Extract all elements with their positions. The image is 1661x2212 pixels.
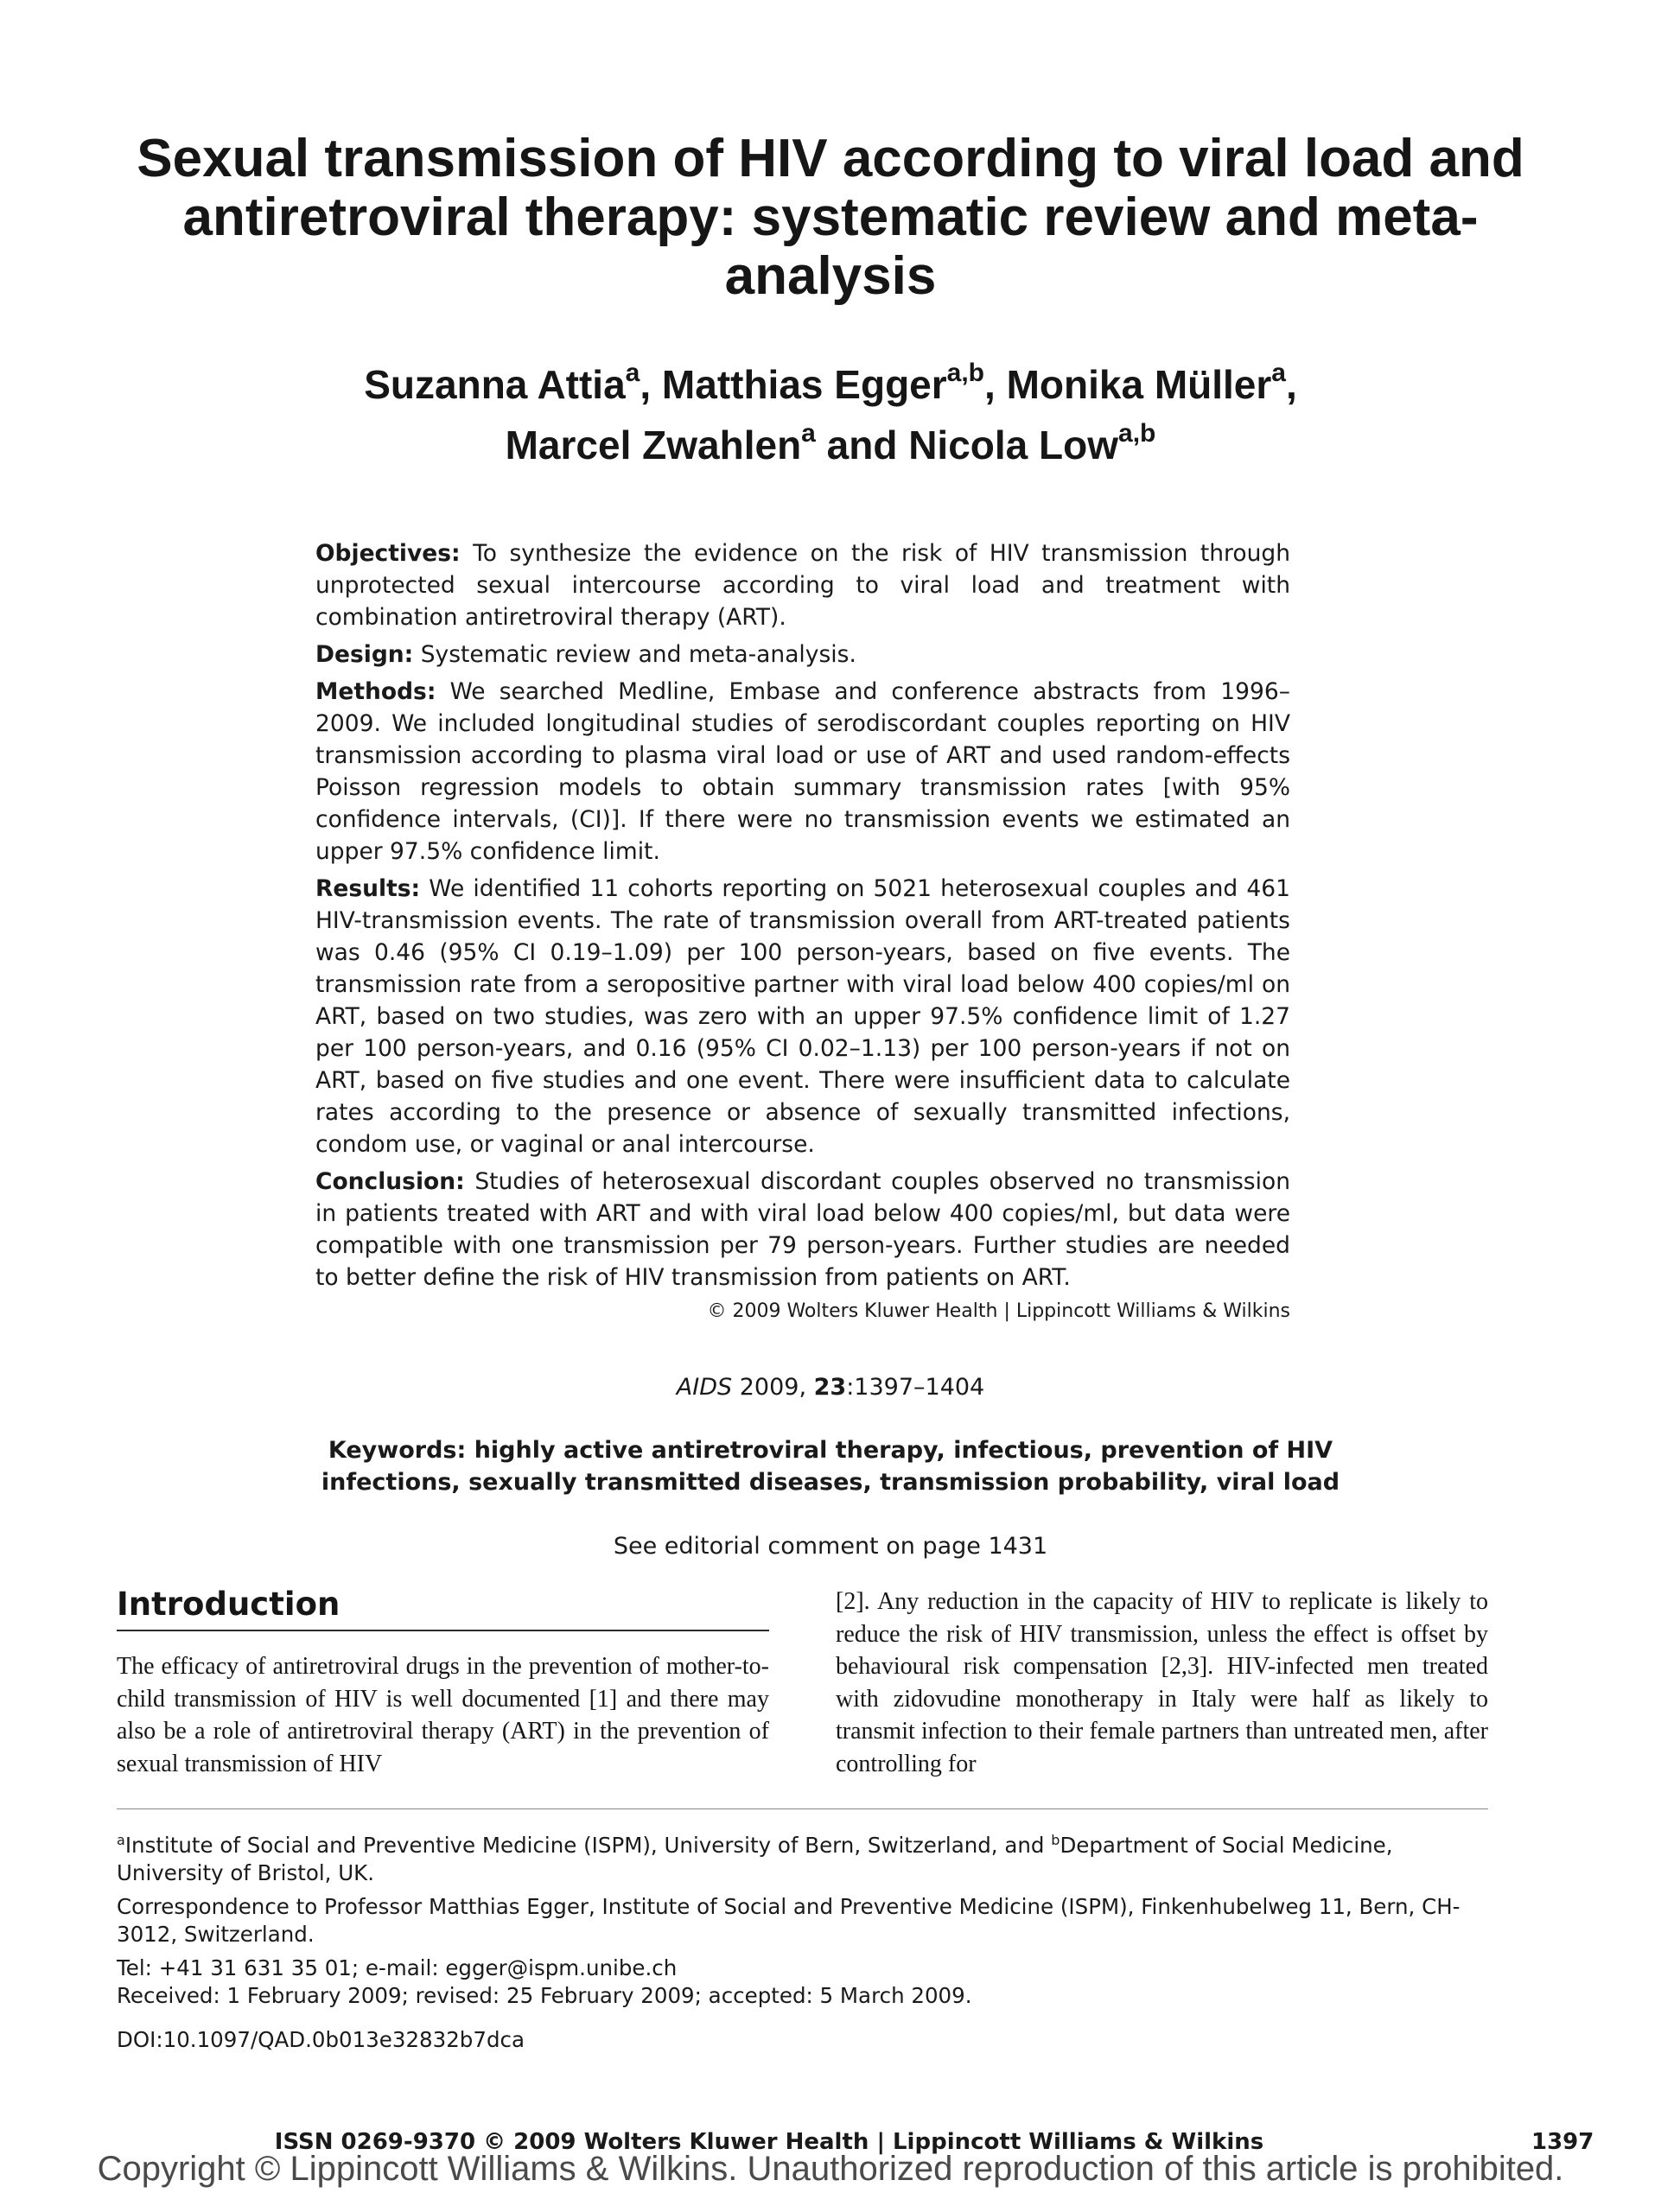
conclusion-text: Studies of heterosexual discordant couples observed no transmission in patients treated with ART and with viral load below 400 copies/ml, but data were compatible with one transmission per 79 person-years. Further studies are needed to better define the risk of HIV transmission from patients on ART. xyxy=(315,1168,1290,1291)
abstract-results xyxy=(315,873,1290,1160)
abstract-objectives xyxy=(315,537,1290,633)
conclusion-label: Conclusion: xyxy=(315,1168,465,1195)
editorial-note: See editorial comment on page 1431 xyxy=(613,1533,1048,1560)
abstract-conclusion xyxy=(315,1166,1290,1294)
citation-year: 2009, xyxy=(739,1374,807,1401)
author-name: Marcel Zwahlen xyxy=(505,423,802,467)
methods-text: We searched Medline, Embase and conference abstracts from 1996–2009. We included longitudinal studies of serodiscordant couples reporting on HIV transmission according to plasma viral load or use of ART and used random-effects Poisson regression models to obtain summary transmission rates [with 95% confidence intervals, (CI)]. If there were no transmission events we estimated an upper 97.5% confidence limit. xyxy=(315,678,1290,865)
design-label: Design: xyxy=(315,641,414,668)
body-column-left: The efficacy of antiretroviral drugs in the prevention of mother-to-child transmission of HIV is well documented [1] and there may also be a role of antiretroviral therapy (ART) in the prevention of sexual transmission of HIV xyxy=(117,1653,769,1777)
affiliation-b: Department of Social Medicine, University of Bristol, UK. xyxy=(117,1833,1393,1885)
keywords-label: Keywords: xyxy=(328,1437,467,1464)
footnotes xyxy=(117,1832,1488,2061)
author-separator: , xyxy=(640,362,662,407)
footnote-divider xyxy=(117,1808,1488,1809)
author-affiliation-mark: a xyxy=(1271,358,1286,387)
results-label: Results: xyxy=(315,875,421,902)
author-name: Suzanna Attia xyxy=(364,362,626,407)
author-affiliation-mark: a,b xyxy=(946,358,985,387)
affiliation-mark: b xyxy=(1051,1831,1060,1848)
objectives-label: Objectives: xyxy=(315,540,461,567)
author-separator: and xyxy=(815,423,909,467)
author-name: Matthias Egger xyxy=(661,362,947,407)
received-dates: Received: 1 February 2009; revised: 25 February 2009; accepted: 5 March 2009. xyxy=(117,1982,972,2008)
affiliation-mark: a xyxy=(117,1831,125,1848)
doi: DOI:10.1097/QAD.0b013e32832b7dca xyxy=(117,2027,525,2052)
footer-issn: ISSN 0269-9370 © 2009 Wolters Kluwer Health | Lippincott Williams & Wilkins xyxy=(274,2129,1264,2155)
results-text: We identified 11 cohorts reporting on 5021 heterosexual couples and 461 HIV-transmission events. The rate of transmission overall from ART-treated patients was 0.46 (95% CI 0.19–1.09) per 100 person-years, based on five events. The transmission rate from a seropositive partner with viral load below 400 copies/ml on ART, based on two studies, was zero with an upper 97.5% confidence limit of 1.27 per 100 person-years, and 0.16 (95% CI 0.02–1.13) per 100 person-years if not on ART, based on five studies and one event. There were insufficient data to calculate rates according to the presence or absence of sexually transmitted infections, condom use, or vaginal or anal intercourse. xyxy=(315,875,1290,1158)
abstract xyxy=(315,537,1290,1330)
design-text: Systematic review and meta-analysis. xyxy=(420,641,856,668)
citation-journal: AIDS xyxy=(676,1374,733,1401)
affiliation-a: Institute of Social and Preventive Medicine (ISPM), University of Bern, Switzerland, and xyxy=(124,1833,1052,1858)
objectives-text: To synthesize the evidence on the risk of HIV transmission through unprotected sexual intercourse according to viral load and treatment with combination antiretroviral therapy (ART). xyxy=(315,540,1290,631)
journal-citation xyxy=(173,1372,1488,1403)
author-name: Monika Müller xyxy=(1006,362,1272,407)
keywords xyxy=(311,1434,1350,1498)
author-affiliation-mark: a,b xyxy=(1118,418,1156,448)
author-separator: , xyxy=(1285,362,1297,407)
citation-pages: :1397–1404 xyxy=(846,1374,985,1401)
author-affiliation-mark: a xyxy=(625,358,640,387)
keywords-text: highly active antiretroviral therapy, infectious, prevention of HIV infections, sexually transmitted diseases, transmission probability, viral load xyxy=(321,1437,1340,1496)
author-name: Nicola Low xyxy=(908,423,1119,467)
contact-details: Tel: +41 31 631 35 01; e-mail: egger@ispm.unibe.ch xyxy=(117,1955,678,1980)
page-number: 1397 xyxy=(1531,2129,1594,2155)
methods-label: Methods: xyxy=(315,678,436,705)
abstract-methods xyxy=(315,676,1290,868)
author-list xyxy=(173,354,1488,475)
section-heading-introduction: Introduction xyxy=(117,1583,769,1631)
correspondence: Correspondence to Professor Matthias Egger, Institute of Social and Preventive Medicine (ISPM), Finkenhubelweg 11, Bern, CH-3012, Switzerland. xyxy=(117,1894,1461,1947)
article-title: Sexual transmission of HIV according to viral load and antiretroviral therapy: systematic review and meta-analysis xyxy=(137,129,1524,306)
abstract-copyright: © 2009 Wolters Kluwer Health | Lippincott Williams & Wilkins xyxy=(707,1300,1290,1322)
citation-volume: 23 xyxy=(813,1374,847,1401)
author-affiliation-mark: a xyxy=(801,418,816,448)
affiliations xyxy=(117,1832,1488,1886)
author-separator: , xyxy=(984,362,1007,407)
copyright-watermark: Copyright © Lippincott Williams & Wilkins. Unauthorized reproduction of this article is prohibited. xyxy=(97,2150,1564,2188)
abstract-design xyxy=(315,639,1290,671)
body-column-right: [2]. Any reduction in the capacity of HIV to replicate is likely to reduce the risk of HIV transmission, unless the effect is offset by behavioural risk compensation [2,3]. HIV-infected men treated with zidovudine monotherapy in Italy were half as likely to transmit infection to their female partners than untreated men, after controlling for xyxy=(836,1588,1488,1777)
